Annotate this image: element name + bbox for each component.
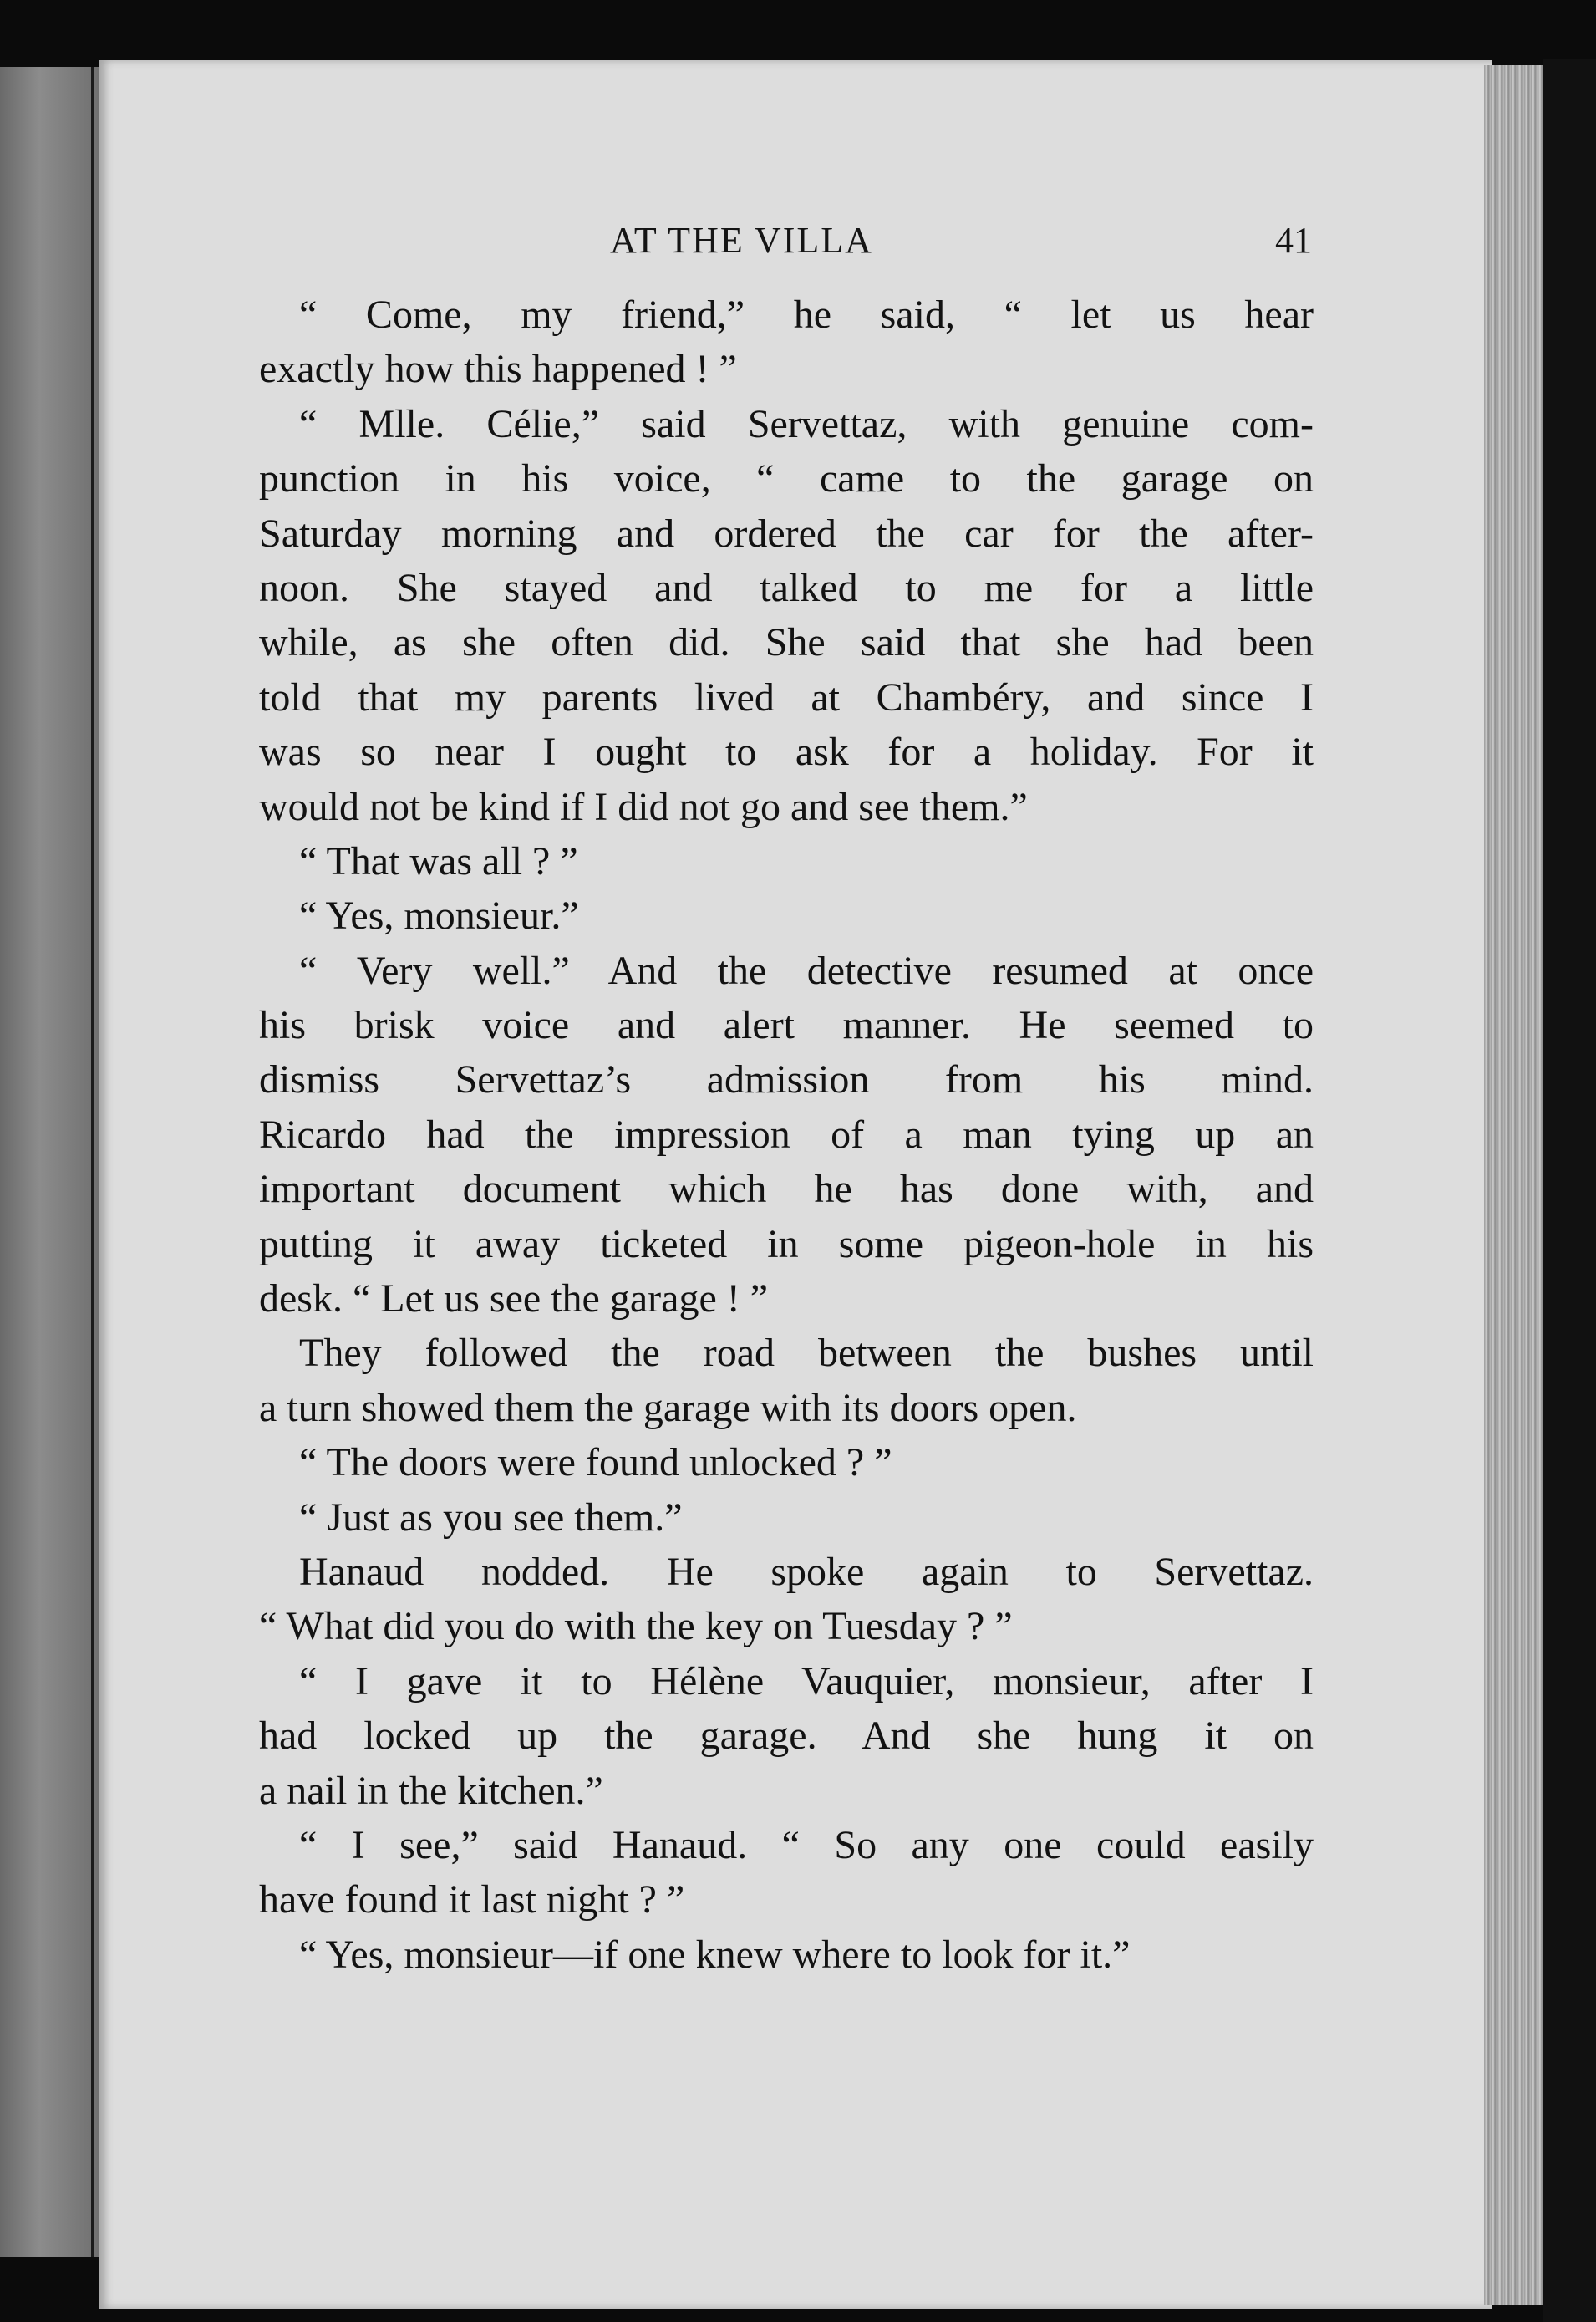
text-line: putting it away ticketed in some pigeon-hole in his xyxy=(259,1221,1314,1266)
text-line: desk. “ Let us see the garage ! ” xyxy=(259,1276,769,1321)
scan-border-right xyxy=(1543,59,1596,2322)
text-line: have found it last night ? ” xyxy=(259,1877,685,1922)
text-line: “ I gave it to Hélène Vauquier, monsieur, after I xyxy=(299,1658,1314,1703)
text-line: a turn showed them the garage with its doors open. xyxy=(259,1385,1077,1430)
text-line: “ The doors were found unlocked ? ” xyxy=(299,1440,892,1485)
text-line: exactly how this happened ! ” xyxy=(259,347,737,392)
text-line: noon. She stayed and talked to me for a little xyxy=(259,565,1314,610)
running-head: AT THE VILLA xyxy=(610,220,873,261)
text-line: punction in his voice, “ came to the garage on xyxy=(259,456,1314,502)
text-line: They followed the road between the bushes until xyxy=(299,1331,1314,1376)
adjacent-page-edge xyxy=(0,67,99,2257)
text-line: Saturday morning and ordered the car for the after- xyxy=(259,511,1314,556)
text-line: “ Just as you see them.” xyxy=(299,1495,683,1540)
text-line: “ That was all ? ” xyxy=(299,838,578,883)
text-line: while, as she often did. She said that she had been xyxy=(259,620,1314,665)
text-line: dismiss Servettaz’s admission from his mind. xyxy=(259,1057,1314,1102)
text-line: was so near I ought to ask for a holiday. For it xyxy=(259,730,1314,775)
text-line: “ I see,” said Hanaud. “ So any one could easily xyxy=(299,1822,1314,1867)
page-number: 41 xyxy=(1275,220,1312,261)
text-line: “ Mlle. Célie,” said Servettaz, with genuine com- xyxy=(299,401,1314,446)
page-header xyxy=(259,219,1312,269)
text-line: told that my parents lived at Chambéry, and since I xyxy=(259,675,1314,720)
text-line: “ What did you do with the key on Tuesday ? ” xyxy=(259,1604,1013,1649)
text-line: would not be kind if I did not go and see them.” xyxy=(259,784,1028,829)
text-line: “ Come, my friend,” he said, “ let us hear xyxy=(299,293,1314,337)
page-stack-edge xyxy=(1484,65,1543,2305)
text-line: “ Very well.” And the detective resumed at once xyxy=(299,948,1314,993)
text-line: had locked up the garage. And she hung it on xyxy=(259,1713,1314,1759)
text-line: a nail in the kitchen.” xyxy=(259,1768,603,1813)
text-line: “ Yes, monsieur—if one knew where to look for it.” xyxy=(299,1932,1131,1977)
text-line: Ricardo had the impression of a man tying up an xyxy=(259,1112,1314,1157)
text-line: Hanaud nodded. He spoke again to Servettaz. xyxy=(299,1549,1314,1594)
text-line: important document which he has done with, and xyxy=(259,1167,1314,1212)
text-line: his brisk voice and alert manner. He seemed to xyxy=(259,1003,1314,1048)
text-line: “ Yes, monsieur.” xyxy=(299,894,579,939)
body-text xyxy=(259,288,1314,1982)
